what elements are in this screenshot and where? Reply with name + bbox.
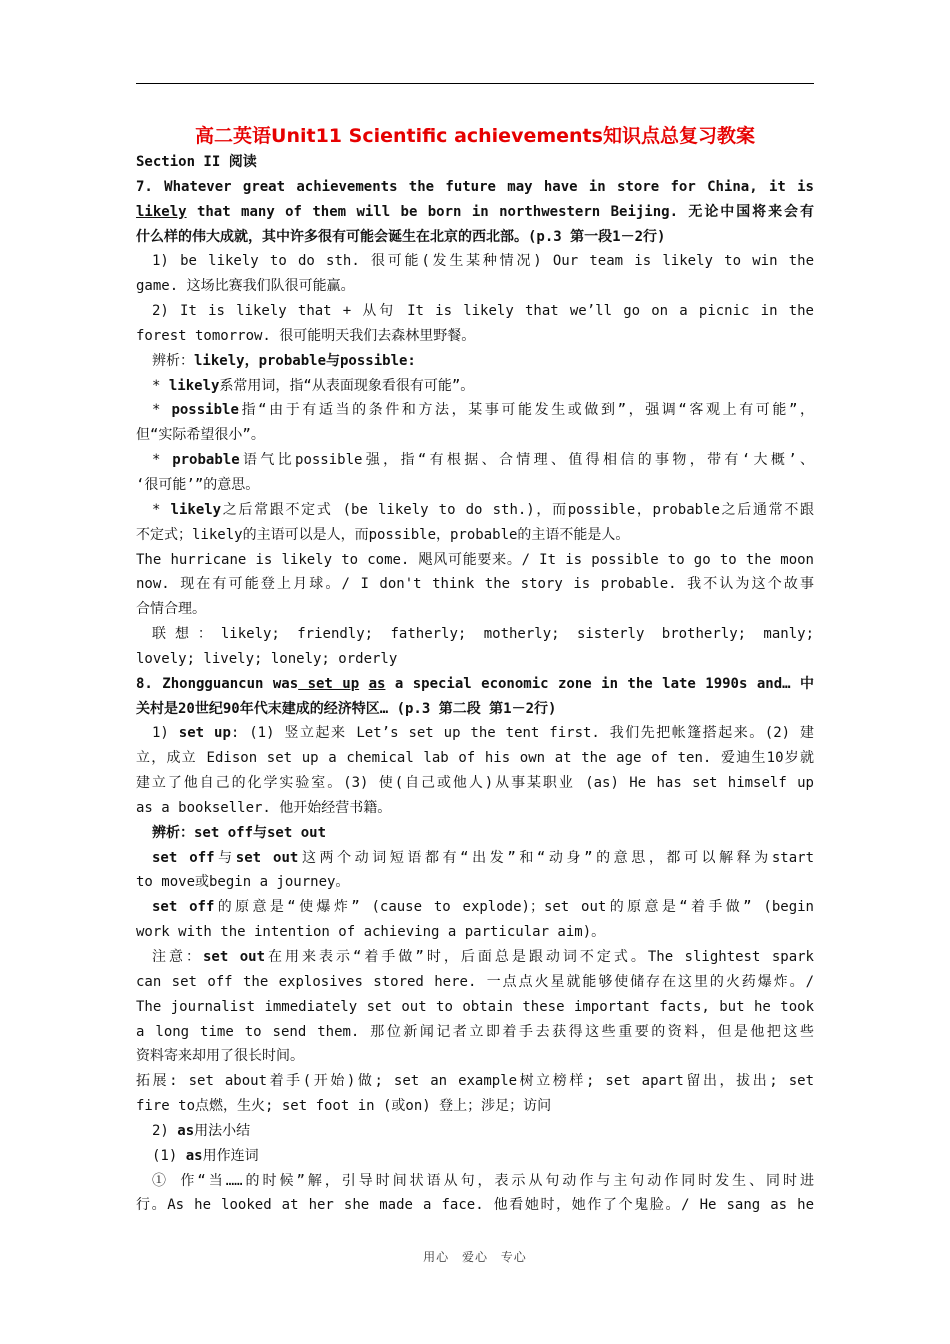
underlined-text: likely — [136, 203, 187, 220]
text-segment: 1) be likely to do sth. 很可能(发生某种情况) Our team is likely to win the — [152, 253, 814, 270]
text-segment: 2) — [152, 1122, 178, 1139]
text-segment: 行。As he looked at her she made a face. 他看她时，她作了个鬼脸。/ He sang as he — [136, 1197, 814, 1214]
text-line — [136, 846, 814, 871]
text-segment: 关村是20世纪90年代末建成的经济特区… (p.3 第二段 第1－2行) — [136, 700, 557, 717]
text-segment: 注意： — [152, 949, 203, 965]
text-line — [136, 324, 814, 349]
text-segment: 合情合理。 — [136, 601, 206, 618]
text-segment: 8. Zhongguancun was — [136, 675, 299, 692]
text-line — [136, 647, 814, 672]
text-line — [136, 150, 814, 175]
text-segment: * — [152, 452, 173, 469]
text-line — [136, 870, 814, 895]
text-segment: : (1) 竖立起来 Let’s set up the tent first. 我们先把帐篷搭起来。(2) 建 — [230, 725, 814, 742]
header-rule — [136, 83, 814, 84]
text-line — [136, 249, 814, 274]
text-segment: Section II 阅读 — [136, 154, 257, 170]
text-line — [136, 225, 814, 250]
text-line — [136, 697, 814, 722]
text-line — [136, 1020, 814, 1045]
text-segment: as a bookseller. 他开始经营书籍。 — [136, 799, 392, 816]
text-segment: a special economic zone in the late 1990s and… 中 — [385, 675, 814, 692]
text-segment: likely — [170, 501, 222, 518]
text-segment: set out — [203, 949, 265, 965]
underlined-text: as — [368, 675, 386, 692]
text-segment: 1) — [152, 725, 179, 742]
text-line — [136, 920, 814, 945]
text-segment: * — [152, 501, 171, 518]
text-line — [136, 895, 814, 920]
text-line — [136, 175, 814, 200]
text-segment: * — [152, 402, 172, 419]
text-line — [136, 498, 814, 523]
text-segment: 在用来表示“着手做”时，后面总是跟动词不定式。The slightest spark — [265, 949, 814, 965]
document-body — [136, 150, 814, 1218]
text-segment: likely，probable与possible: — [194, 352, 416, 369]
text-segment: 系常用词，指“从表面现象看很有可能”。 — [219, 377, 475, 394]
text-segment: possible — [171, 402, 239, 419]
text-segment: can set off the explosives stored here. 一点点火星就能够使储存在这里的火药爆炸。/ — [136, 973, 814, 990]
text-line — [136, 622, 814, 647]
text-segment: likely — [168, 377, 220, 394]
text-segment: 资料寄来却用了很长时间。 — [136, 1048, 304, 1065]
text-line — [136, 548, 814, 573]
text-segment: (1) — [152, 1147, 186, 1164]
text-line — [136, 274, 814, 299]
text-segment: set out — [235, 849, 299, 866]
text-segment: 之后常跟不定式 (be likely to do sth.)，而possible，probable之后通常不跟 — [221, 501, 814, 518]
text-segment: that many of them will be born in northwestern Beijing. 无论中国将来会有 — [186, 203, 814, 220]
text-segment: 什么样的伟大成就，其中许多很有可能会诞生在北京的西北部。(p.3 第一段1－2行) — [136, 228, 666, 245]
text-segment: The journalist immediately set out to obtain these important facts, but he took — [136, 998, 814, 1015]
text-segment: 用法小结 — [194, 1122, 251, 1139]
text-line — [136, 523, 814, 548]
text-segment: 但“实际希望很小”。 — [136, 427, 265, 444]
text-line — [136, 448, 814, 473]
text-segment: 辨析：set off与set out — [152, 824, 327, 841]
text-segment: 与 — [214, 849, 236, 866]
text-segment: as — [185, 1147, 203, 1164]
text-segment: 拓展: set about着手(开始)做; set an example树立榜样; set apart留出，拔出; set — [136, 1073, 814, 1090]
text-line — [136, 597, 814, 622]
text-segment: to move或begin a journey。 — [136, 874, 350, 891]
text-segment: set off — [152, 899, 215, 916]
text-segment: 这两个动词短语都有“出发”和“动身”的意思，都可以解释为start — [298, 849, 815, 866]
text-segment: a long time to send them. 那位新闻记者立即着手去获得这些重要的资料，但是他把这些 — [136, 1023, 814, 1040]
text-segment: 指“由于有适当的条件和方法，某事可能发生或做到”，强调“客观上有可能”， — [238, 402, 814, 419]
text-line — [136, 374, 814, 399]
text-segment: 的原意是“使爆炸” (cause to explode)；set out的原意是“着手做” (begin — [214, 899, 814, 916]
text-line — [136, 572, 814, 597]
text-line — [136, 1044, 814, 1069]
text-segment: 语气比possible强，指“有根据、合情理、值得相信的事物，带有‘大概’、 — [239, 452, 814, 469]
text-line — [136, 1144, 814, 1169]
text-line — [136, 796, 814, 821]
text-segment: ① 作“当……的时候”解，引导时间状语从句，表示从句动作与主句动作同时发生、同时进 — [152, 1172, 814, 1189]
text-segment: set up — [178, 725, 231, 742]
text-line — [136, 970, 814, 995]
text-line — [136, 821, 814, 846]
text-segment: probable — [172, 452, 240, 469]
text-line — [136, 349, 814, 374]
text-line — [136, 945, 814, 970]
text-segment: work with the intention of achieving a particular aim)。 — [136, 924, 606, 941]
text-segment: 立，成立 Edison set up a chemical lab of his own at the age of ten. 爱迪生10岁就 — [136, 750, 814, 767]
text-line — [136, 1193, 814, 1218]
text-line — [136, 995, 814, 1020]
text-line — [136, 473, 814, 498]
text-segment: 用作连词 — [202, 1147, 259, 1164]
text-line — [136, 771, 814, 796]
text-segment — [359, 676, 368, 692]
text-segment: 联想：likely; friendly; fatherly; motherly; sisterly brotherly; manly; — [152, 626, 814, 643]
text-segment: as — [177, 1122, 195, 1139]
text-line — [136, 1069, 814, 1094]
text-segment: * — [152, 377, 169, 394]
text-line — [136, 1094, 814, 1119]
text-line — [136, 398, 814, 423]
text-segment: 不定式；likely的主语可以是人，而possible，probable的主语不能是人。 — [136, 526, 630, 543]
page-title: 高二英语Unit11 Scientific achievements知识点总复习教案 — [195, 125, 755, 147]
text-segment: now. 现在有可能登上月球。/ I don't think the story is probable. 我不认为这个故事 — [136, 576, 814, 593]
text-segment: lovely; lively; lonely; orderly — [136, 650, 398, 667]
text-segment: game. 这场比赛我们队很可能赢。 — [136, 278, 355, 295]
text-line — [136, 299, 814, 324]
page-footer: 用心 爱心 专心 — [423, 1250, 527, 1264]
text-line — [136, 1119, 814, 1144]
text-line — [136, 746, 814, 771]
text-segment: 辨析： — [152, 352, 194, 369]
text-segment: set off — [152, 849, 215, 866]
text-line — [136, 672, 814, 697]
text-segment: forest tomorrow. 很可能明天我们去森林里野餐。 — [136, 327, 476, 344]
text-segment: 7. Whatever great achievements the future may have in store for China, it is — [136, 178, 814, 195]
text-segment: 2) It is likely that + 从句 It is likely that we’ll go on a picnic in the — [152, 303, 814, 320]
text-line — [136, 200, 814, 225]
text-segment: The hurricane is likely to come. 飓风可能要来。/ It is possible to go to the moon — [136, 551, 814, 568]
text-segment: 建立了他自己的化学实验室。(3) 使(自己或他人)从事某职业 (as) He has set himself up — [136, 775, 814, 792]
text-line — [136, 1169, 814, 1194]
text-line — [136, 721, 814, 746]
text-segment: ‘很可能’”的意思。 — [136, 476, 260, 493]
text-segment: fire to点燃，生火; set foot in (或on) 登上；涉足；访问 — [136, 1098, 552, 1115]
underlined-text: set up — [298, 675, 360, 692]
text-line — [136, 423, 814, 448]
